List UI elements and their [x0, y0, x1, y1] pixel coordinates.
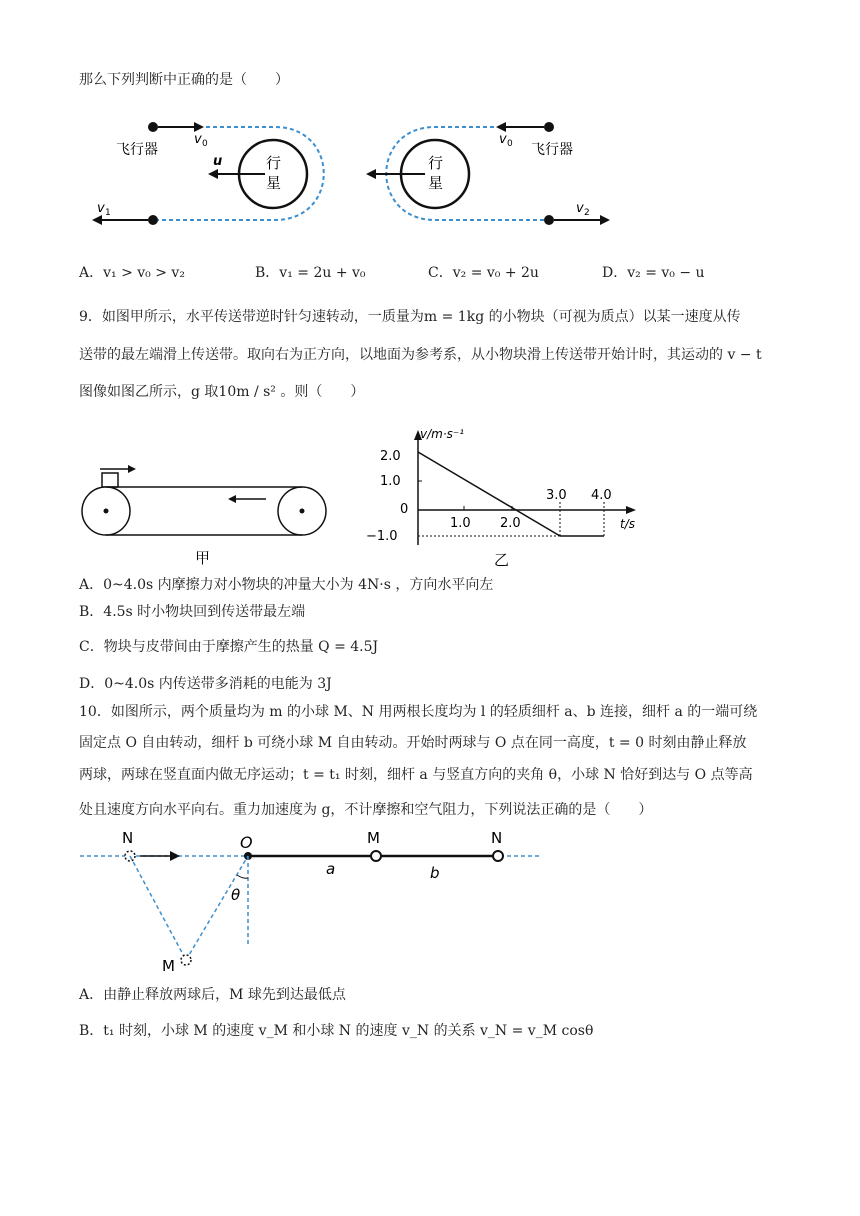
svg-text:v: v — [97, 201, 105, 216]
q9-stem-line1: 9．如图甲所示，水平传送带逆时针匀速转动，一质量为m = 1kg 的小物块（可视为质点）以某一速度从传 — [79, 309, 741, 325]
q10-option-b: B．t₁ 时刻，小球 M 的速度 v_M 和小球 N 的速度 v_N 的关系 v_N = v_M cosθ — [79, 1023, 594, 1039]
v0-label-right: v — [499, 132, 507, 147]
q9-stem-line3: 图像如图乙所示，g 取10m / s² 。则（ ） — [79, 384, 365, 400]
fig-caption-jia: 甲 — [195, 549, 211, 567]
ytick-2: 2.0 — [380, 449, 401, 464]
planet-label-right-1: 行 — [428, 154, 444, 172]
ytick-neg1: −1.0 — [366, 529, 398, 544]
aircraft-label-right: 飞行器 — [531, 142, 573, 158]
q10-stem-line3: 两球，两球在竖直面内做无序运动；t = t₁ 时刻，细杆 a 与竖直方向的夹角 θ，小球 N 恰好到达与 O 点等高 — [79, 767, 753, 783]
xtick-3: 3.0 — [546, 488, 567, 503]
q9-option-a: A．0~4.0s 内摩擦力对小物块的冲量大小为 4N·s ，方向水平向左 — [79, 577, 494, 593]
label-M-right: M — [367, 829, 380, 847]
planet-label-left-1: 行 — [266, 154, 282, 172]
q9-figure-conveyor — [80, 455, 340, 570]
svg-text:u: u — [213, 154, 223, 169]
label-M-left: M — [162, 957, 175, 975]
q10-stem-line4: 处且速度方向水平向右。重力加速度为 g，不计摩擦和空气阻力，下列说法正确的是（ ） — [79, 802, 653, 818]
q8-stem-tail: 那么下列判断中正确的是（ ） — [79, 72, 289, 88]
q8-figure-orbit — [80, 110, 640, 240]
q10-figure-rods — [80, 826, 550, 976]
q10-stem-line2: 固定点 O 自由转动，细杆 b 可绕小球 M 自由转动。开始时两球与 O 点在同一高度，t = 0 时刻由静止释放 — [79, 735, 747, 751]
svg-text:0: 0 — [507, 139, 513, 149]
q10-stem-line1: 10．如图所示，两个质量均为 m 的小球 M、N 用两根长度均为 l 的轻质细杆 a、b 连接，细杆 a 的一端可绕 — [79, 704, 758, 720]
planet-label-left-2: 星 — [266, 174, 282, 192]
label-theta: θ — [231, 886, 241, 904]
svg-text:2: 2 — [584, 208, 590, 218]
label-N-left: N — [122, 829, 134, 847]
ytick-0: 0 — [400, 502, 409, 517]
xtick-2: 2.0 — [500, 516, 521, 531]
q9-stem-line2: 送带的最左端滑上传送带。取向右为正方向，以地面为参考系，从小物块滑上传送带开始计时，其运动的 v − t — [79, 347, 762, 363]
q10-option-a: A．由静止释放两球后，M 球先到达最低点 — [79, 987, 346, 1003]
q9-option-d: D．0~4.0s 内传送带多消耗的电能为 3J — [79, 676, 332, 692]
q9-option-b: B．4.5s 时小物块回到传送带最左端 — [79, 604, 306, 620]
label-rod-a: a — [326, 860, 336, 878]
aircraft-label-left: 飞行器 — [116, 142, 158, 158]
q9-option-c: C．物块与皮带间由于摩擦产生的热量 Q = 4.5J — [79, 639, 379, 655]
fig-caption-yi: 乙 — [494, 551, 510, 569]
ytick-1: 1.0 — [380, 474, 401, 489]
label-rod-b: b — [430, 864, 440, 882]
q8-option-d: D．v₂ = v₀ − u — [602, 265, 705, 281]
v0-label-left: v — [194, 132, 202, 147]
label-O: O — [240, 833, 253, 852]
graph-ylabel: v/m·s⁻¹ — [420, 427, 465, 441]
svg-text:1: 1 — [105, 208, 111, 218]
xtick-4: 4.0 — [591, 488, 612, 503]
q8-option-b: B．v₁ = 2u + v₀ — [255, 265, 366, 281]
label-N-right: N — [491, 829, 503, 847]
planet-label-right-2: 星 — [428, 174, 444, 192]
q9-figure-vt-graph — [358, 420, 658, 570]
graph-xlabel: t/s — [620, 517, 635, 531]
q8-option-a: A．v₁ > v₀ > v₂ — [79, 265, 185, 281]
q8-option-c: C．v₂ = v₀ + 2u — [428, 265, 539, 281]
svg-text:v: v — [576, 201, 584, 216]
svg-text:0: 0 — [202, 139, 208, 149]
xtick-1: 1.0 — [450, 516, 471, 531]
